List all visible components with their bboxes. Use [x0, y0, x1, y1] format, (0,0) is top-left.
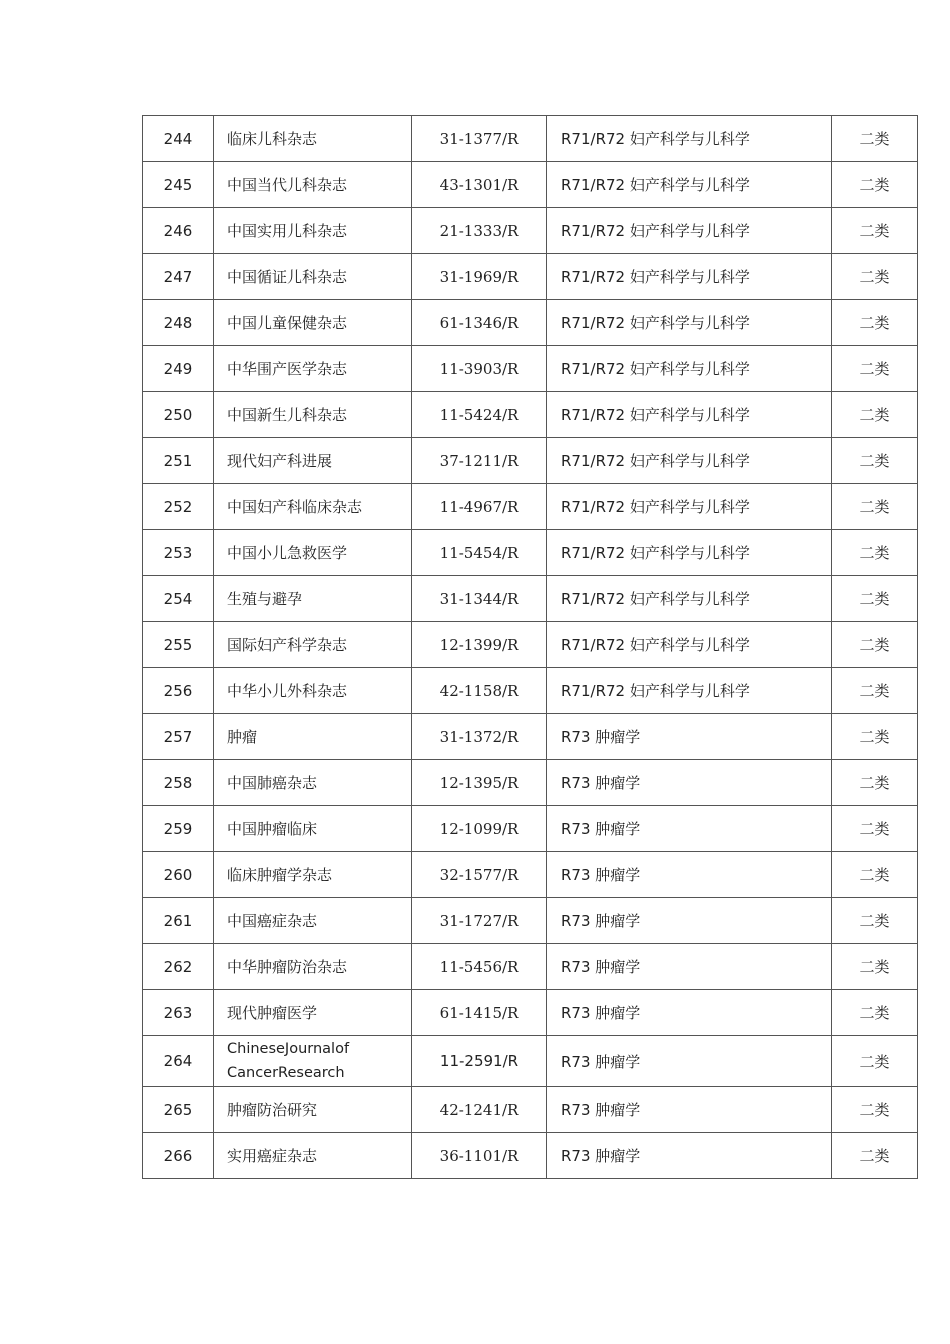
subject-category: R71/R72 妇产科学与儿科学 — [547, 576, 832, 622]
journal-level: 二类 — [832, 346, 918, 392]
row-number: 259 — [143, 806, 214, 852]
row-number: 260 — [143, 852, 214, 898]
journal-level: 二类 — [832, 760, 918, 806]
journal-name: 临床儿科杂志 — [214, 116, 412, 162]
row-number: 266 — [143, 1133, 214, 1179]
subject-category: R73 肿瘤学 — [547, 1087, 832, 1133]
cn-number: 11-4967/R — [412, 484, 547, 530]
row-number: 258 — [143, 760, 214, 806]
row-number: 261 — [143, 898, 214, 944]
subject-category: R73 肿瘤学 — [547, 898, 832, 944]
journal-level: 二类 — [832, 208, 918, 254]
row-number: 253 — [143, 530, 214, 576]
cn-number: 11-5454/R — [412, 530, 547, 576]
table-row — [143, 1036, 918, 1087]
journal-level: 二类 — [832, 806, 918, 852]
subject-category: R73 肿瘤学 — [547, 1133, 832, 1179]
cn-number: 11-5424/R — [412, 392, 547, 438]
journal-name: 中国肺癌杂志 — [214, 760, 412, 806]
journal-name: 中国当代儿科杂志 — [214, 162, 412, 208]
row-number: 262 — [143, 944, 214, 990]
journal-level: 二类 — [832, 944, 918, 990]
journal-name: 临床肿瘤学杂志 — [214, 852, 412, 898]
table-row — [143, 484, 918, 530]
journal-level: 二类 — [832, 116, 918, 162]
cn-number: 36-1101/R — [412, 1133, 547, 1179]
journal-name: 中国儿童保健杂志 — [214, 300, 412, 346]
journal-level: 二类 — [832, 530, 918, 576]
table-row — [143, 530, 918, 576]
table-row — [143, 1087, 918, 1133]
journal-level: 二类 — [832, 576, 918, 622]
journal-table — [142, 115, 918, 1179]
row-number: 248 — [143, 300, 214, 346]
table-row — [143, 1133, 918, 1179]
table-row — [143, 392, 918, 438]
subject-category: R73 肿瘤学 — [547, 990, 832, 1036]
journal-name: 中国新生儿科杂志 — [214, 392, 412, 438]
journal-name: 国际妇产科学杂志 — [214, 622, 412, 668]
table-row — [143, 438, 918, 484]
subject-category: R73 肿瘤学 — [547, 714, 832, 760]
journal-name-line: ChineseJournalof — [227, 1041, 350, 1057]
journal-level: 二类 — [832, 254, 918, 300]
journal-name-line: CancerResearch — [227, 1065, 345, 1081]
journal-name: 现代肿瘤医学 — [214, 990, 412, 1036]
table-row — [143, 714, 918, 760]
subject-category: R73 肿瘤学 — [547, 806, 832, 852]
table-row — [143, 300, 918, 346]
journal-name: 中华小儿外科杂志 — [214, 668, 412, 714]
journal-level: 二类 — [832, 668, 918, 714]
table-row — [143, 990, 918, 1036]
row-number: 250 — [143, 392, 214, 438]
cn-number: 31-1969/R — [412, 254, 547, 300]
row-number: 246 — [143, 208, 214, 254]
table-row — [143, 898, 918, 944]
cn-number: 31-1344/R — [412, 576, 547, 622]
cn-number: 32-1577/R — [412, 852, 547, 898]
row-number: 252 — [143, 484, 214, 530]
journal-name: 中国癌症杂志 — [214, 898, 412, 944]
subject-category: R71/R72 妇产科学与儿科学 — [547, 208, 832, 254]
subject-category: R71/R72 妇产科学与儿科学 — [547, 622, 832, 668]
subject-category: R71/R72 妇产科学与儿科学 — [547, 254, 832, 300]
subject-category: R71/R72 妇产科学与儿科学 — [547, 116, 832, 162]
row-number: 263 — [143, 990, 214, 1036]
table-row — [143, 668, 918, 714]
table-row — [143, 116, 918, 162]
cn-number: 11-5456/R — [412, 944, 547, 990]
journal-name — [214, 1036, 412, 1087]
table-row — [143, 208, 918, 254]
journal-name: 中国实用儿科杂志 — [214, 208, 412, 254]
table-row — [143, 944, 918, 990]
cn-number: 43-1301/R — [412, 162, 547, 208]
journal-name: 肿瘤防治研究 — [214, 1087, 412, 1133]
row-number: 255 — [143, 622, 214, 668]
row-number: 265 — [143, 1087, 214, 1133]
journal-name: 肿瘤 — [214, 714, 412, 760]
cn-number: 11-3903/R — [412, 346, 547, 392]
journal-name: 实用癌症杂志 — [214, 1133, 412, 1179]
row-number: 245 — [143, 162, 214, 208]
row-number: 264 — [143, 1036, 214, 1087]
row-number: 244 — [143, 116, 214, 162]
journal-level: 二类 — [832, 714, 918, 760]
journal-name: 中华肿瘤防治杂志 — [214, 944, 412, 990]
journal-name: 现代妇产科进展 — [214, 438, 412, 484]
cn-number: 11-2591/R — [412, 1036, 547, 1087]
subject-category: R71/R72 妇产科学与儿科学 — [547, 530, 832, 576]
cn-number: 31-1727/R — [412, 898, 547, 944]
journal-level: 二类 — [832, 622, 918, 668]
table-row — [143, 622, 918, 668]
journal-name: 生殖与避孕 — [214, 576, 412, 622]
row-number: 251 — [143, 438, 214, 484]
table-row — [143, 254, 918, 300]
journal-name: 中国肿瘤临床 — [214, 806, 412, 852]
journal-level: 二类 — [832, 990, 918, 1036]
table-row — [143, 852, 918, 898]
table-row — [143, 806, 918, 852]
journal-level: 二类 — [832, 1133, 918, 1179]
subject-category: R71/R72 妇产科学与儿科学 — [547, 300, 832, 346]
subject-category: R73 肿瘤学 — [547, 760, 832, 806]
journal-name: 中国循证儿科杂志 — [214, 254, 412, 300]
journal-level: 二类 — [832, 300, 918, 346]
cn-number: 37-1211/R — [412, 438, 547, 484]
journal-level: 二类 — [832, 1087, 918, 1133]
row-number: 249 — [143, 346, 214, 392]
journal-level: 二类 — [832, 898, 918, 944]
journal-name: 中国小儿急救医学 — [214, 530, 412, 576]
subject-category: R71/R72 妇产科学与儿科学 — [547, 484, 832, 530]
journal-name: 中华围产医学杂志 — [214, 346, 412, 392]
cn-number: 42-1241/R — [412, 1087, 547, 1133]
row-number: 254 — [143, 576, 214, 622]
subject-category: R71/R72 妇产科学与儿科学 — [547, 392, 832, 438]
journal-level: 二类 — [832, 1036, 918, 1087]
subject-category: R73 肿瘤学 — [547, 944, 832, 990]
journal-level: 二类 — [832, 484, 918, 530]
table-row — [143, 346, 918, 392]
row-number: 257 — [143, 714, 214, 760]
cn-number: 31-1377/R — [412, 116, 547, 162]
cn-number: 12-1099/R — [412, 806, 547, 852]
journal-level: 二类 — [832, 852, 918, 898]
subject-category: R73 肿瘤学 — [547, 852, 832, 898]
journal-level: 二类 — [832, 162, 918, 208]
subject-category: R71/R72 妇产科学与儿科学 — [547, 438, 832, 484]
cn-number: 61-1346/R — [412, 300, 547, 346]
row-number: 247 — [143, 254, 214, 300]
table-row — [143, 162, 918, 208]
journal-level: 二类 — [832, 392, 918, 438]
journal-level: 二类 — [832, 438, 918, 484]
subject-category: R71/R72 妇产科学与儿科学 — [547, 162, 832, 208]
cn-number: 12-1399/R — [412, 622, 547, 668]
table-row — [143, 576, 918, 622]
cn-number: 12-1395/R — [412, 760, 547, 806]
subject-category: R73 肿瘤学 — [547, 1036, 832, 1087]
row-number: 256 — [143, 668, 214, 714]
cn-number: 42-1158/R — [412, 668, 547, 714]
subject-category: R71/R72 妇产科学与儿科学 — [547, 346, 832, 392]
journal-name: 中国妇产科临床杂志 — [214, 484, 412, 530]
cn-number: 61-1415/R — [412, 990, 547, 1036]
table-row — [143, 760, 918, 806]
cn-number: 31-1372/R — [412, 714, 547, 760]
cn-number: 21-1333/R — [412, 208, 547, 254]
subject-category: R71/R72 妇产科学与儿科学 — [547, 668, 832, 714]
